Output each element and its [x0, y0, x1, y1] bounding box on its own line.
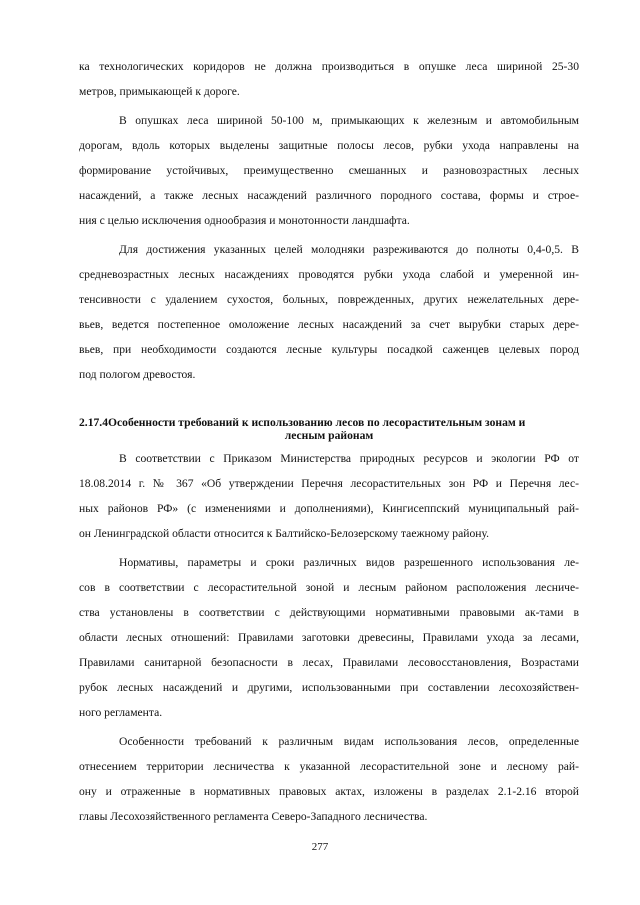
text-line: ка технологических коридоров не должна производиться в опушке леса шириной 25-30	[79, 60, 579, 73]
text-line: Особенности требований к различным видам использования лесов, определенные	[119, 735, 579, 748]
text-line: тенсивности с удалением сухостоя, больных, поврежденных, других нежелательных дере-	[79, 293, 579, 306]
text-line: вьев, ведется постепенное омоложение лесных насаждений за счет вырубки старых дере-	[79, 318, 579, 331]
text-line: главы Лесохозяйственного регламента Северо-Западного лесничества.	[79, 810, 428, 823]
text-line: ону и отраженные в нормативных правовых актах, изложены в разделах 2.1-2.16 второй	[79, 785, 579, 798]
section-heading-line-2: лесным районам	[284, 429, 374, 442]
text-line: вьев, при необходимости создаются лесные культуры посадкой саженцев целевых пород	[79, 343, 579, 356]
paragraph-1	[79, 54, 579, 104]
text-line: ных районов РФ» (с изменениями и дополнениями), Кингисеппский муниципальный рай-	[79, 502, 579, 515]
text-line: Для достижения указанных целей молодняки разреживаются до полноты 0,4-0,5. В	[119, 243, 579, 256]
paragraph-3	[79, 237, 579, 387]
text-line: он Ленинградской области относится к Балтийско-Белозерскому таежному району.	[79, 527, 489, 540]
text-line: В соответствии с Приказом Министерства природных ресурсов и экологии РФ от	[119, 452, 579, 465]
text-line: под пологом древостоя.	[79, 368, 196, 381]
paragraph-6	[79, 729, 579, 829]
text-line: В опушках леса шириной 50-100 м, примыкающих к железным и автомобильным	[119, 114, 579, 127]
section-heading	[79, 416, 579, 442]
text-line: метров, примыкающей к дороге.	[79, 85, 240, 98]
document-page	[79, 54, 579, 829]
text-line: ства установлены в соответствии с действующими нормативными правовыми ак-тами в	[79, 606, 579, 619]
page-number: 277	[311, 841, 329, 853]
text-line: 18.08.2014 г. № 367 «Об утверждении Перечня лесорастительных зон РФ и Перечня лес-	[79, 477, 579, 490]
paragraph-5	[79, 550, 579, 725]
paragraph-4	[79, 446, 579, 546]
text-line: дорогам, вдоль которых выделены защитные полосы лесов, рубки ухода направлены на	[79, 139, 579, 152]
text-line: отнесением территории лесничества к указанной лесорастительной зоне и лесному рай-	[79, 760, 579, 773]
section-heading-line-1: 2.17.4Особенности требований к использованию лесов по лесорастительным зонам и	[79, 416, 526, 429]
text-line: насаждений, а также лесных насаждений различного породного состава, формы и строе-	[79, 189, 579, 202]
text-line: средневозрастных лесных насаждениях проводятся рубки ухода слабой и умеренной ин-	[79, 268, 579, 281]
text-line: рубок лесных насаждений и другими, использованными при составлении лесохозяйствен-	[79, 681, 579, 694]
text-line: ного регламента.	[79, 706, 163, 719]
text-line: Правилами санитарной безопасности в лесах, Правилами лесовосстановления, Возрастами	[79, 656, 579, 669]
text-line: ния с целью исключения однообразия и монотонности ландшафта.	[79, 214, 410, 227]
text-line: формирование устойчивых, преимущественно смешанных и разновозрастных лесных	[79, 164, 579, 177]
text-line: Нормативы, параметры и сроки различных видов разрешенного использования ле-	[119, 556, 579, 569]
text-line: области лесных отношений: Правилами заготовки древесины, Правилами ухода за лесами,	[79, 631, 579, 644]
paragraph-2	[79, 108, 579, 233]
text-line: сов в соответствии с лесорастительной зоной и лесным районом расположения лесниче-	[79, 581, 579, 594]
